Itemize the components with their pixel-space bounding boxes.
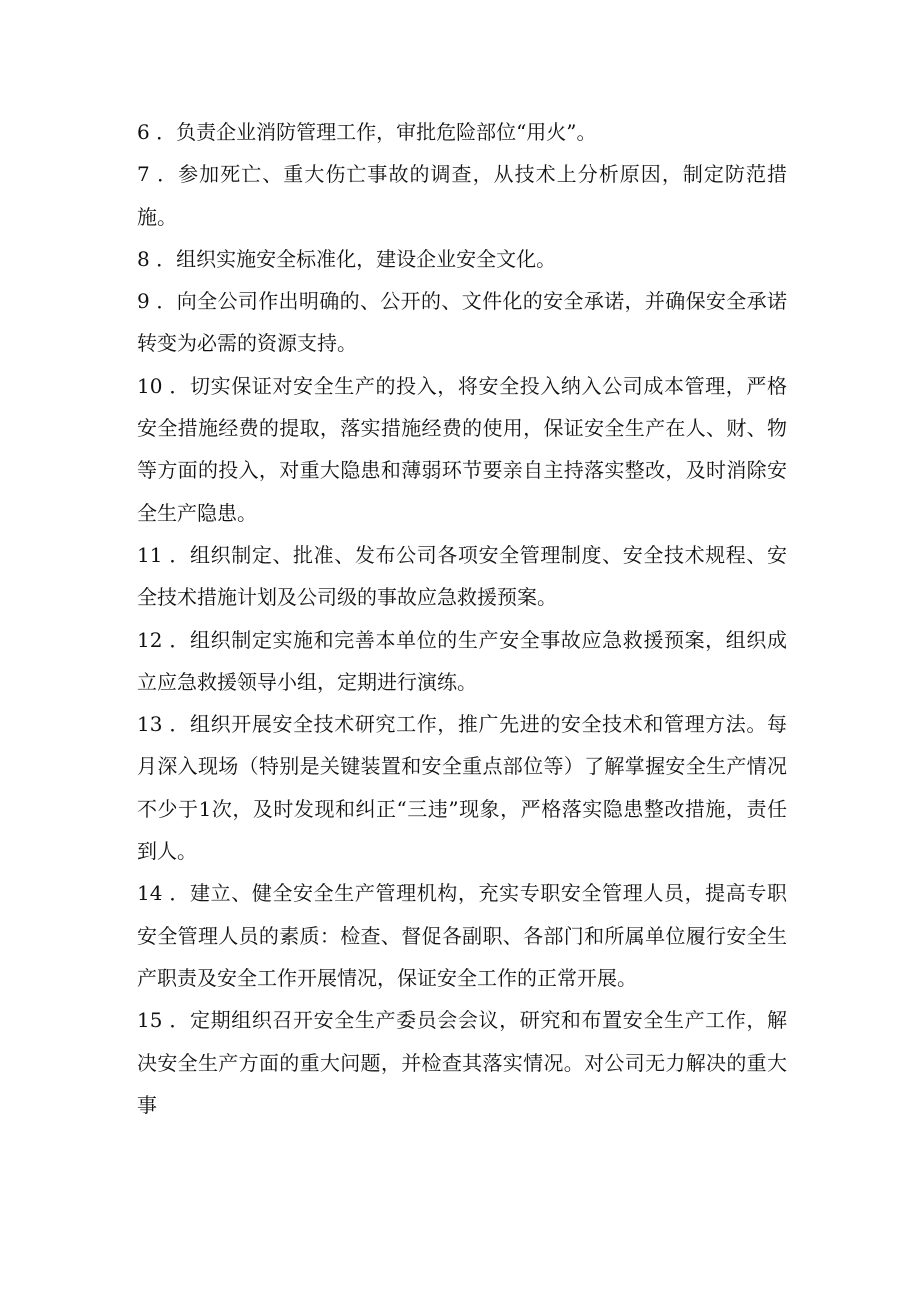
- list-item-6: 6 ．负责企业消防管理工作，审批危险部位“用火”。: [137, 120, 597, 144]
- list-item-10: 10 ．切实保证对安全生产的投入，将安全投入纳入公司成本管理，严格安全措施经费的提取，落实措施经费的使用，保证安全生产在人、财、物等方面的投入，对重大隐患和薄弱环节要亲自主持落实整改，及时消除安全生产隐患。: [137, 373, 787, 525]
- list-item-7: 7 ．参加死亡、重大伤亡事故的调查，从技术上分析原因，制定防范措施。: [137, 162, 787, 229]
- list-item-15: 15 ．定期组织召开安全生产委员会会议，研究和布置安全生产工作，解决安全生产方面的重大问题，并检查其落实情况。对公司无力解决的重大事: [137, 1008, 787, 1117]
- list-item-12: 12 ．组织制定实施和完善本单位的生产安全事故应急救援预案，组织成立应急救援领导小组，定期进行演练。: [137, 627, 787, 694]
- document-body: [137, 111, 787, 1126]
- list-item-13: 13 ．组织开展安全技术研究工作，推广先进的安全技术和管理方法。每月深入现场（特别是关键装置和安全重点部位等）了解掌握安全生产情况不少于1次，及时发现和纠正“三违”现象，严格落实隐患整改措施，责任到人。: [137, 712, 787, 864]
- list-item-8: 8 ．组织实施安全标准化，建设企业安全文化。: [137, 246, 557, 271]
- list-item-9: 9 ．向全公司作出明确的、公开的、文件化的安全承诺，并确保安全承诺转变为必需的资源支持。: [137, 289, 787, 356]
- list-item-11: 11 ．组织制定、批准、发布公司各项安全管理制度、安全技术规程、安全技术措施计划及公司级的事故应急救援预案。: [137, 542, 787, 610]
- list-item-14: 14 ．建立、健全安全生产管理机构，充实专职安全管理人员，提高专职安全管理人员的素质：检查、督促各副职、各部门和所属单位履行安全生产职责及安全工作开展情况，保证安全工作的正常开展。: [137, 881, 787, 990]
